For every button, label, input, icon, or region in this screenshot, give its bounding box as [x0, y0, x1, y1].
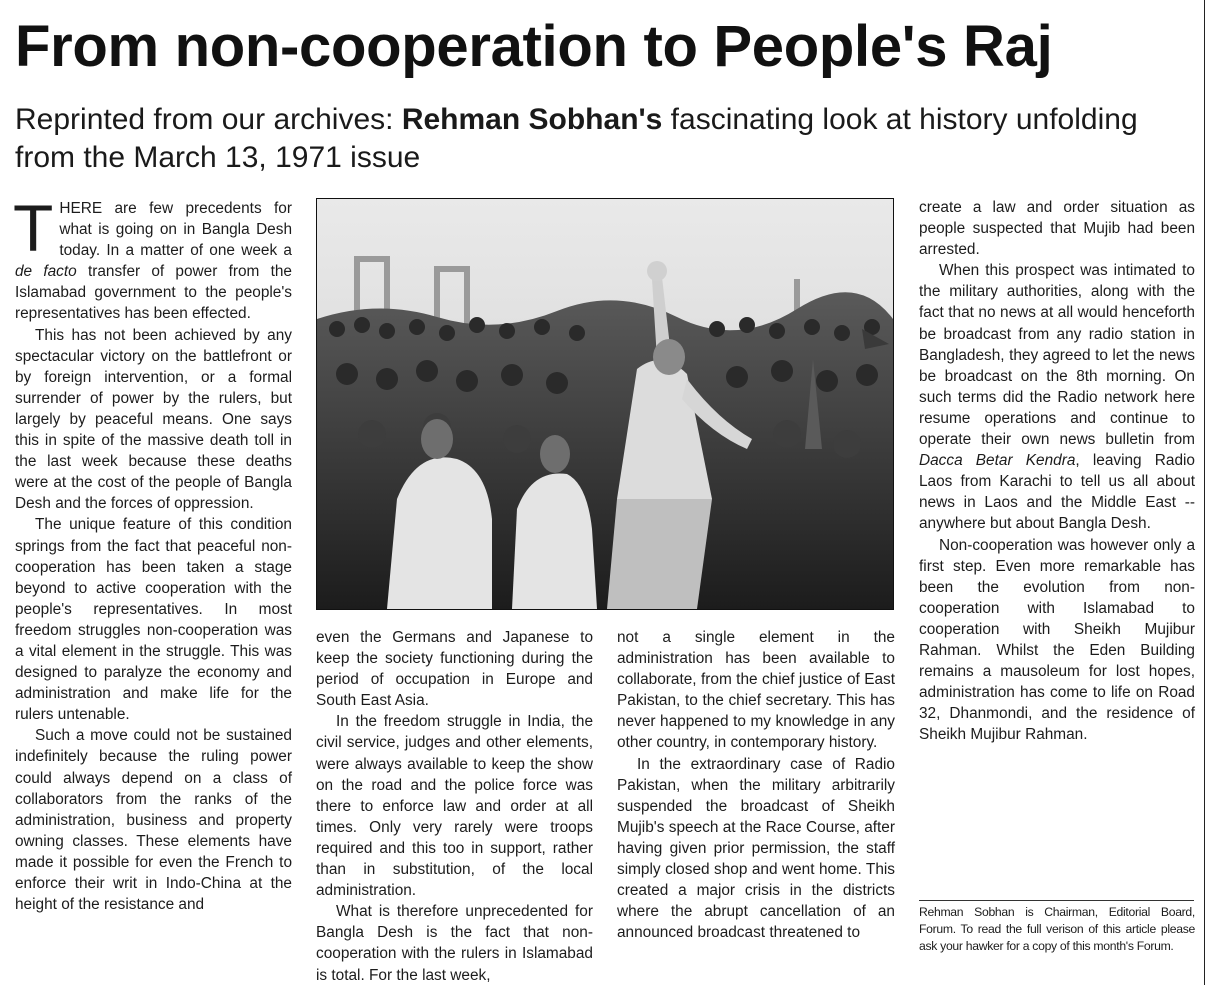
- paragraph: Non-cooperation was however only a first step. Even more remarkable has been the evolution from non-cooperation with Islamabad to cooperation with Sheikh Mujibur Rahman. Whilst the Eden Building remains a mausoleum for lost hopes, administration has come to life on Road 32, Dhanmondi, and the residence of Sheikh Mujibur Rahman.: [919, 536, 1195, 744]
- paragraph: What is therefore unprecedented for Bangla Desh is the fact that non-cooperation with the rulers in Islamabad is total. For the last week,: [316, 903, 593, 984]
- article-headline: From non-cooperation to People's Raj: [15, 14, 1053, 79]
- credit-divider: [919, 900, 1194, 901]
- paragraph-text: , leaving Radio Laos from Karachi to tell us all about news in Laos and the Middle East -- anywhere but about Bangla Desh.: [919, 452, 1195, 533]
- paragraph-text: transfer of power from the Islamabad government to the people's representatives has been effected.: [15, 263, 292, 323]
- paragraph: This has not been achieved by any spectacular victory on the battlefront or by foreign intervention, or a formal surrender of power by the rulers, but largely by peaceful means. One says this in spite of the massive death toll in the last week because these deaths were at the cost of the people of Bangla Desh and the forces of oppression.: [15, 326, 292, 513]
- paragraph-text: When this prospect was intimated to the military authorities, along with the fact that no news at all would henceforth be broadcast from any radio station in Bangladesh, they agreed to let the news be broadcast on the 8th morning. On such terms did the Radio network here resume operations and continue to operate their own news bulletin from: [919, 262, 1195, 449]
- article-column-4: [919, 197, 1195, 745]
- drop-cap: T: [13, 191, 54, 265]
- italic-term: de facto: [15, 263, 77, 281]
- author-credit-note: Rehman Sobhan is Chairman, Editorial Board, Forum. To read the full verison of this article please ask your hawker for a copy of this month's Forum.: [919, 905, 1195, 953]
- paragraph: In the extraordinary case of Radio Pakistan, when the military arbitrarily suspended the broadcast of Sheikh Mujib's speech at the Race Course, after having given prior permission, the staff simply closed shop and went home. This created a major crisis in the districts where the abrupt cancellation of an announced broadcast threatened to: [617, 755, 895, 942]
- article-column-1: [13, 191, 292, 915]
- paragraph: not a single element in the administration has been available to collaborate, from the chief justice of East Pakistan, to the chief secretary. This has never happened to my knowledge in any other country, in contemporary history.: [617, 629, 895, 752]
- crowd-photo-illustration: [317, 199, 893, 609]
- page-edge-rule: [1204, 0, 1205, 985]
- article-photo: [316, 198, 894, 610]
- paragraph: Such a move could not be sustained indefinitely because the ruling power could always depend on a class of collaborators from the ranks of the administration, business and property owning classes. These elements have made it possible for even the French to enforce their writ in Indo-China at the height of the resistance and: [15, 727, 292, 914]
- paragraph: create a law and order situation as people suspected that Mujib had been arrested.: [919, 199, 1195, 259]
- deck-suffix: fascinating look at history unfolding from the March 13, 1971 issue: [15, 103, 1138, 174]
- paragraph: even the Germans and Japanese to keep the society functioning during the period of occupation in Europe and South East Asia.: [316, 629, 593, 710]
- article-deck: [15, 101, 1200, 177]
- paragraph: The unique feature of this condition springs from the fact that peaceful non-cooperation has been taken a stage beyond to active cooperation with the people's representatives. In most freedom struggles non-cooperation was a vital element in the struggle. This was designed to paralyze the economy and administration and make life for the rulers untenable.: [15, 516, 292, 724]
- deck-prefix: Reprinted from our archives:: [15, 103, 402, 136]
- article-column-3: [617, 627, 895, 943]
- paragraph: [919, 260, 1195, 534]
- paragraph: [13, 191, 292, 325]
- paragraph-text: HERE are few precedents for what is going on in Bangla Desh today. In a matter of one week a: [59, 200, 292, 260]
- paragraph: In the freedom struggle in India, the civil service, judges and other elements, were always available to keep the show on the road and the police force was there to enforce law and order at all times. Only very rarely were troops required and this too in support, rather than in substitution, of the local administration.: [316, 713, 593, 900]
- article-column-2: [316, 627, 593, 986]
- italic-term: Dacca Betar Kendra: [919, 452, 1076, 470]
- deck-author: Rehman Sobhan's: [401, 103, 663, 136]
